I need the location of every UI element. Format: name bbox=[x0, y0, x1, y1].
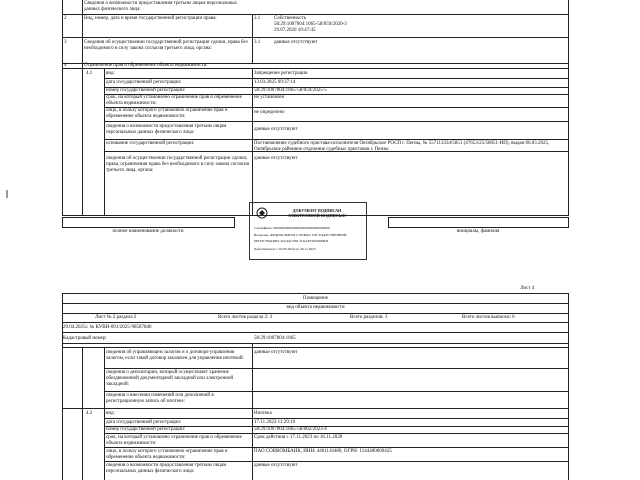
p2b-v0: Ипотека bbox=[254, 411, 272, 416]
row2-number: 2 bbox=[64, 16, 67, 21]
object-type-caption: вид объекта недвижимости bbox=[286, 305, 345, 310]
r41-v0: Запрещение регистрации bbox=[254, 71, 308, 76]
r41-k4: лицо, в пользу которого установлено ограничение прав и обременение объекта недвижимости: bbox=[106, 108, 228, 119]
row4-label: Ограничение прав и обременение объекта недвижимости: bbox=[84, 63, 208, 68]
sheet-number: Лист 4 bbox=[520, 286, 535, 291]
r41-v3: не установлен bbox=[254, 95, 285, 100]
total-section-sheets: Всего листов раздела 2: 3 bbox=[218, 315, 273, 320]
p2b-k3: срок, на который установлено ограничение прав и обременение объекта недвижимости: bbox=[106, 435, 242, 446]
r41-k0: вид: bbox=[106, 71, 115, 76]
p2b-v5: данные отсутствуют bbox=[254, 463, 298, 468]
row2-value: Собственность 58:29:1007004:1065-58/059/2020-3 29.07.2020 10:47:45 bbox=[274, 16, 347, 33]
r41-v2: 58:29:1007004:1065-58/059/2025-5 bbox=[254, 88, 327, 93]
p2a-k1: сведения о депозитарии, который осуществляет хранение обездвиженной документарной закладной или электронной закладной: bbox=[106, 370, 234, 387]
signature-name-caption: инициалы, фамилия bbox=[456, 229, 500, 234]
r41-k5: сведения о возможности предоставления третьим лицам персональных данных физического лица: bbox=[106, 124, 227, 135]
p2b-v2: 58:29:1007004:1065-58/062/2023-4 bbox=[254, 427, 327, 432]
row3-value: данные отсутствуют bbox=[274, 40, 318, 45]
p2a-k2: сведения о внесении изменений или дополнений в регистрационную запись об ипотеке: bbox=[106, 393, 214, 404]
r41-k1: дата государственной регистрации: bbox=[106, 80, 182, 85]
r41-v4: не определено bbox=[254, 110, 285, 115]
r41-v5: данные отсутствуют bbox=[254, 127, 298, 132]
p2b-v3: Срок действия с 17.11.2023 по 16.11.2028 bbox=[254, 435, 343, 440]
list-number: Лист № 2 раздела 2 bbox=[95, 315, 137, 320]
r41-k3: срок, на который установлено ограничение прав и обременение объекта недвижимости: bbox=[106, 95, 242, 106]
row4-number: 4 bbox=[64, 63, 67, 68]
r41-v7: данные отсутствуют bbox=[254, 156, 298, 161]
r41-k7: сведения об осуществлении государственной регистрации сделки, права, ограничения права без необходимого в силу закона согласия третьего лица, органа: bbox=[106, 156, 249, 173]
scan-mark bbox=[6, 190, 8, 198]
p2b-k2: номер государственной регистрации: bbox=[106, 427, 186, 432]
top-row0-label: Сведения о возможности предоставления третьим лицам персональных данных физического лица: bbox=[84, 1, 238, 12]
row2-label: Вид, номер, дата и время государственной регистрации права: bbox=[84, 16, 217, 21]
row41-number: 4.1 bbox=[86, 71, 93, 76]
row3-label: Сведения об осуществлении государственной регистрации сделки, права без необходимого в силу закона согласия третьего лица, органа: bbox=[84, 40, 248, 51]
stamp-owner: Владелец: ФЕДЕРАЛЬНАЯ СЛУЖБА ГОСУДАРСТВЕННОЙ bbox=[254, 233, 347, 237]
p2b-k5: сведения о возможности предоставления третьим лицам персональных данных физического лица: bbox=[106, 463, 227, 474]
row42-number: 4.2 bbox=[86, 411, 93, 416]
p2b-v4: ПАО СОВКОМБАНК, ИНН: 4401116480, ОГРН: 1144400000425 bbox=[254, 449, 392, 454]
electronic-signature-stamp bbox=[249, 202, 367, 260]
signature-position-caption: полное наименование должности bbox=[112, 229, 184, 234]
p2a-k0: сведения об управляющем залогом и о договоре управления залогом, если такой договор заключен для управления ипотекой: bbox=[106, 350, 244, 361]
stamp-validity: Действителен: с 02.09.2024 по 26.11.2025 bbox=[254, 247, 316, 251]
extract-date-number: 29.04.2025г. № КУВИ-001/2025-98587840 bbox=[63, 325, 152, 330]
p2b-k0: вид: bbox=[106, 411, 115, 416]
object-type: Помещение bbox=[302, 296, 329, 301]
row2-sub: 2.1 bbox=[254, 16, 261, 21]
r41-v1: 13.03.2025 09:37:14 bbox=[254, 80, 296, 85]
stamp-title: ДОКУМЕНТ ПОДПИСАН ЭЛЕКТРОННОЙ ПОДПИСЬЮ bbox=[288, 208, 346, 218]
r41-k6: основание государственной регистрации: bbox=[106, 141, 195, 146]
total-sections: Всего разделов: 3 bbox=[350, 315, 388, 320]
p2b-k1: дата государственной регистрации: bbox=[106, 420, 182, 425]
stamp-owner-2: РЕГИСТРАЦИИ, КАДАСТРА И КАРТОГРАФИИ bbox=[254, 239, 328, 243]
total-extract-sheets: Всего листов выписки: 6 bbox=[462, 315, 515, 320]
cadastral-number: 58:29:1007004:1065 bbox=[254, 336, 296, 341]
r41-k2: номер государственной регистрации: bbox=[106, 88, 186, 93]
row3-number: 3 bbox=[64, 40, 67, 45]
cadastral-label: Кадастровый номер: bbox=[63, 336, 107, 341]
p2b-v1: 17.11.2023 11:29:10 bbox=[254, 420, 296, 425]
row3-sub: 3.1 bbox=[254, 40, 261, 45]
p2a-v0: данные отсутствуют bbox=[254, 350, 298, 355]
r41-v6: Постановление судебного пристава-исполнителя Октябрьское РОСП г. Пензы, № 557113334/5851 (47653/25/58051-ИП), выдан 06.03.2025, Октябрьское районное отделение судебных приставов г. Пензы bbox=[254, 141, 550, 152]
p2b-k4: лицо, в пользу которого установлено ограничение прав и обременение объекта недвижимости: bbox=[106, 449, 228, 460]
stamp-cert: Сертификат: 00000000000000000000000000000000 bbox=[254, 226, 330, 230]
emblem-icon bbox=[255, 206, 269, 220]
